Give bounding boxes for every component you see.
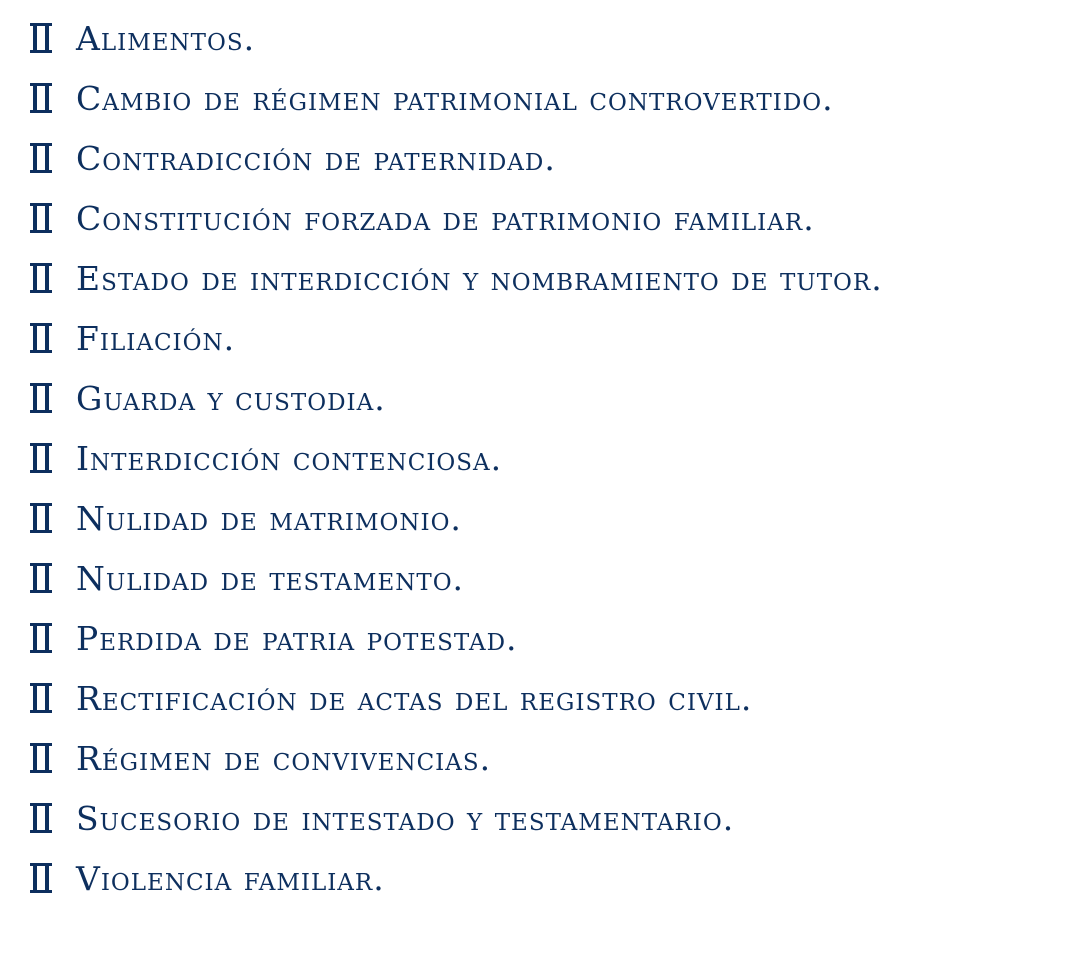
column-pillar-icon [30, 83, 52, 113]
column-pillar-icon [30, 623, 52, 653]
list-item [30, 248, 883, 308]
list-item-label: Alimentos. [76, 18, 256, 58]
list-item [30, 188, 883, 248]
list-item-label: Constitución forzada de patrimonio familiar. [76, 198, 815, 238]
list-item-label: Sucesorio de intestado y testamentario. [76, 798, 735, 838]
services-list [30, 8, 883, 908]
list-item-label: Filiación. [76, 318, 236, 358]
list-item [30, 368, 883, 428]
list-item [30, 488, 883, 548]
column-pillar-icon [30, 263, 52, 293]
list-item-label: Nulidad de matrimonio. [76, 498, 462, 538]
list-item-label: Estado de interdicción y nombramiento de tutor. [76, 258, 883, 298]
list-item [30, 8, 883, 68]
column-pillar-icon [30, 683, 52, 713]
list-item-label: Nulidad de testamento. [76, 558, 465, 598]
list-item-label: Violencia familiar. [76, 858, 385, 898]
list-item [30, 608, 883, 668]
list-item [30, 128, 883, 188]
list-item [30, 788, 883, 848]
column-pillar-icon [30, 803, 52, 833]
column-pillar-icon [30, 503, 52, 533]
list-item-label: Contradicción de paternidad. [76, 138, 556, 178]
list-item [30, 68, 883, 128]
column-pillar-icon [30, 443, 52, 473]
column-pillar-icon [30, 383, 52, 413]
list-item [30, 308, 883, 368]
list-item [30, 668, 883, 728]
list-item-label: Interdicción contenciosa. [76, 438, 503, 478]
list-item [30, 728, 883, 788]
list-item-label: Cambio de régimen patrimonial controvertido. [76, 78, 834, 118]
list-item [30, 428, 883, 488]
column-pillar-icon [30, 203, 52, 233]
column-pillar-icon [30, 143, 52, 173]
column-pillar-icon [30, 23, 52, 53]
list-item-label: Perdida de patria potestad. [76, 618, 518, 658]
list-item [30, 848, 883, 908]
column-pillar-icon [30, 863, 52, 893]
list-item-label: Rectificación de actas del registro civil. [76, 678, 753, 718]
column-pillar-icon [30, 743, 52, 773]
list-item-label: Guarda y custodia. [76, 378, 386, 418]
column-pillar-icon [30, 563, 52, 593]
column-pillar-icon [30, 323, 52, 353]
list-item-label: Régimen de convivencias. [76, 738, 492, 778]
list-item [30, 548, 883, 608]
